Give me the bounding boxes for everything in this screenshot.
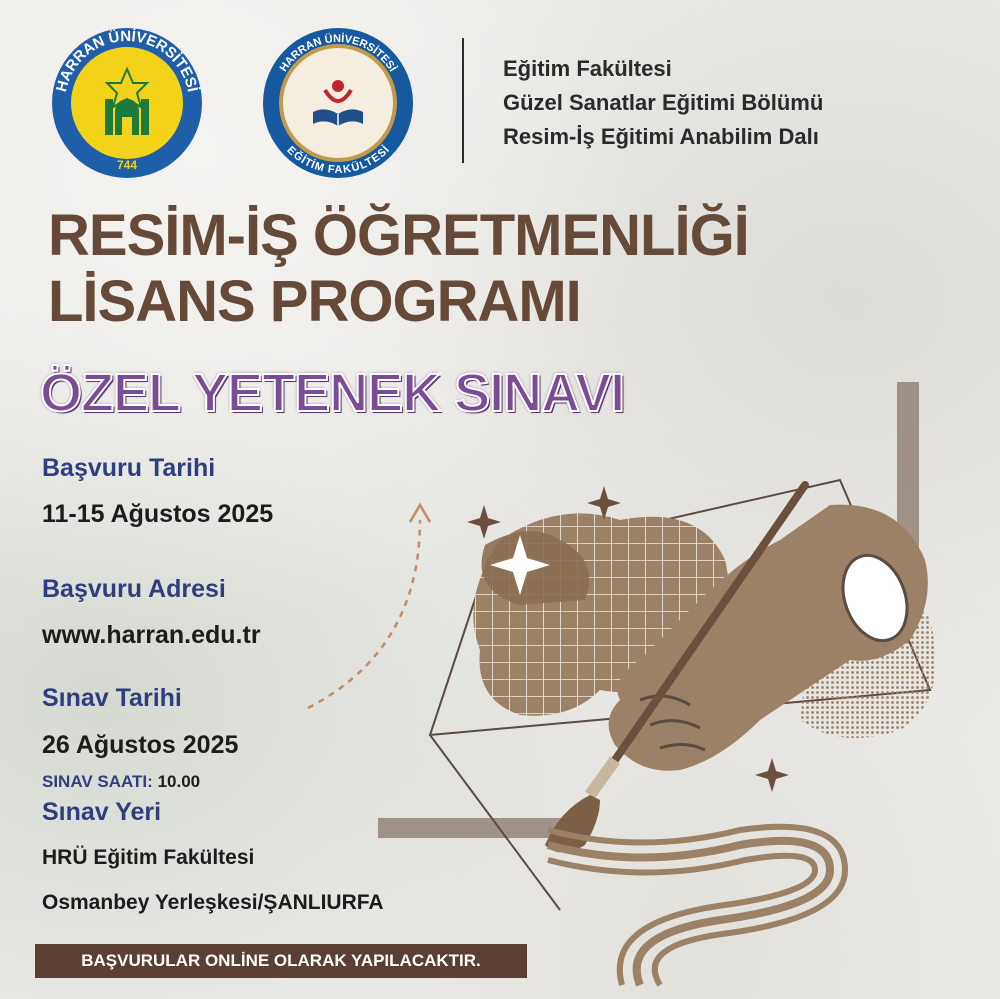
exam-date-label: Sınav Tarihi <box>42 684 182 712</box>
svg-text:HARRAN ÜNİVERSİTESİ: HARRAN ÜNİVERSİTESİ <box>277 32 399 74</box>
application-address-link[interactable]: www.harran.edu.tr <box>42 621 261 649</box>
svg-text:HARRAN ÜNİVERSİTESİ: HARRAN ÜNİVERSİTESİ <box>53 28 201 94</box>
svg-text:EĞİTİM FAKÜLTESİ: EĞİTİM FAKÜLTESİ <box>284 144 392 177</box>
application-address-label: Başvuru Adresi <box>42 575 226 603</box>
division-name: Resim-İş Eğitimi Anabilim Dalı <box>503 124 819 149</box>
exam-title: ÖZEL YETENEK SINAVI <box>40 363 625 423</box>
exam-time-label: SINAV SAATI: <box>42 772 153 791</box>
arrow-head-icon <box>410 505 430 522</box>
exam-place-line1: HRÜ Eğitim Fakültesi <box>42 846 255 869</box>
faculty-name: Eğitim Fakültesi <box>503 56 672 81</box>
exam-time <box>42 772 200 792</box>
svg-text:744: 744 <box>116 158 138 172</box>
exam-place-label: Sınav Yeri <box>42 798 162 826</box>
online-application-banner: BAŞVURULAR ONLİNE OLARAK YAPILACAKTIR. <box>35 944 527 978</box>
exam-time-value: 10.00 <box>157 772 201 791</box>
sparkle-icon <box>755 758 789 792</box>
program-title-line2: LİSANS PROGRAMI <box>48 269 581 334</box>
sparkle-icon <box>467 505 501 539</box>
dashed-arrow <box>308 520 420 708</box>
program-title-line1: RESİM-İŞ ÖĞRETMENLİĞİ <box>48 203 749 268</box>
exam-date: 26 Ağustos 2025 <box>42 731 239 759</box>
application-date: 11-15 Ağustos 2025 <box>42 500 274 528</box>
department-name: Güzel Sanatlar Eğitimi Bölümü <box>503 90 824 115</box>
exam-place-line2: Osmanbey Yerleşkesi/ŞANLIURFA <box>42 891 384 914</box>
application-date-label: Başvuru Tarihi <box>42 454 216 482</box>
